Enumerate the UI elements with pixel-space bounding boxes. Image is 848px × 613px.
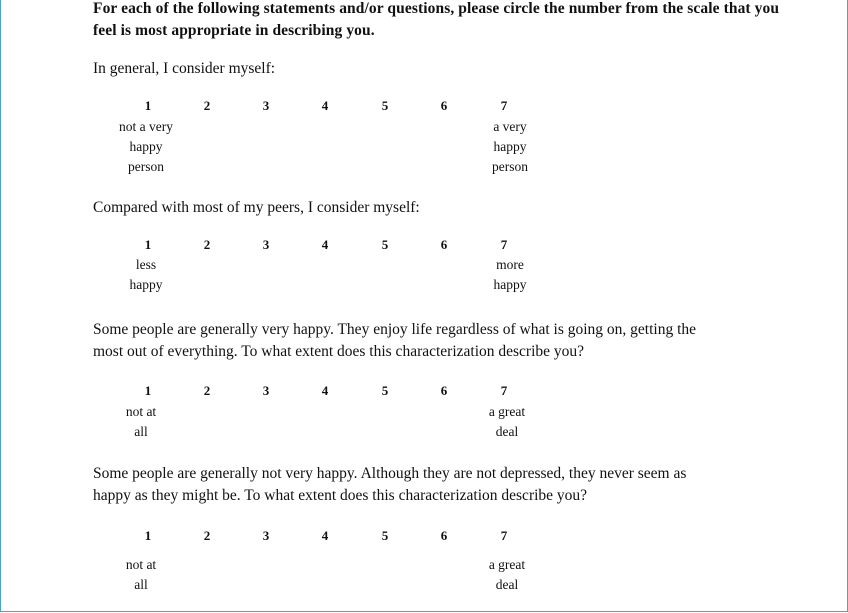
scale-option-5[interactable]: 5 [381,383,389,398]
low-anchor [96,555,186,595]
high-anchor-line: person [492,159,528,174]
question-4 [93,463,773,507]
scale-option-4[interactable]: 4 [321,383,329,398]
scale-option-7[interactable]: 7 [500,528,508,543]
low-anchor-line: happy [129,139,163,154]
low-anchor-line: not at [125,404,157,419]
low-anchor [96,402,186,442]
scale-option-2[interactable]: 2 [203,383,211,398]
high-anchor-line: a great [488,404,526,419]
scale-option-1[interactable]: 1 [144,528,152,543]
high-anchor [465,117,555,177]
scale-option-2[interactable]: 2 [203,528,211,543]
scale-option-1[interactable]: 1 [144,237,152,252]
scale-option-3[interactable]: 3 [262,237,270,252]
scale-option-7[interactable]: 7 [500,237,508,252]
low-anchor-line: not a very [119,119,173,134]
low-anchor-line: person [128,159,164,174]
scale-option-3[interactable]: 3 [262,98,270,113]
high-anchor-line: a great [488,557,526,572]
instructions: For each of the following statements and/or questions, please circle the number from the scale that you feel is most appropriate in describing you. [93,0,780,39]
low-anchor-line: all [134,424,148,439]
high-anchor [462,555,552,595]
scale-option-2[interactable]: 2 [203,237,211,252]
question-1: In general, I consider myself: [93,60,276,77]
low-anchor-line: happy [129,277,163,292]
low-anchor [101,117,191,177]
question-line: most out of everything. To what extent does this characterization describe you? [93,343,585,360]
scale-option-2[interactable]: 2 [203,98,211,113]
scale-option-1[interactable]: 1 [144,383,152,398]
scale-option-6[interactable]: 6 [440,528,448,543]
scale-option-4[interactable]: 4 [321,98,329,113]
low-anchor-line: not at [125,557,157,572]
question-line: happy as they might be. To what extent does this characterization describe you? [93,487,588,504]
high-anchor-line: deal [495,424,519,439]
high-anchor [465,255,555,295]
scale-option-5[interactable]: 5 [381,98,389,113]
low-anchor-line: less [135,257,157,272]
high-anchor-line: more [496,257,524,272]
high-anchor-line: happy [493,139,527,154]
scale-option-6[interactable]: 6 [440,237,448,252]
low-anchor-line: all [134,577,148,592]
high-anchor-line: deal [495,577,519,592]
scale-option-5[interactable]: 5 [381,528,389,543]
low-anchor [101,255,191,295]
question-line: Some people are generally not very happy. Although they are not depressed, they never seem as [93,465,687,482]
high-anchor-line: a very [493,119,527,134]
scale-option-6[interactable]: 6 [440,383,448,398]
question-line: Some people are generally very happy. They enjoy life regardless of what is going on, getting the [93,321,697,338]
scale-option-3[interactable]: 3 [262,383,270,398]
high-anchor [462,402,552,442]
question-3 [93,319,773,363]
scale-option-7[interactable]: 7 [500,98,508,113]
scale-option-6[interactable]: 6 [440,98,448,113]
question-2: Compared with most of my peers, I consider myself: [93,199,420,216]
scale-option-3[interactable]: 3 [262,528,270,543]
scale-option-4[interactable]: 4 [321,528,329,543]
scale-option-5[interactable]: 5 [381,237,389,252]
scale-option-1[interactable]: 1 [144,98,152,113]
scale-option-7[interactable]: 7 [500,383,508,398]
high-anchor-line: happy [493,277,527,292]
scale-option-4[interactable]: 4 [321,237,329,252]
